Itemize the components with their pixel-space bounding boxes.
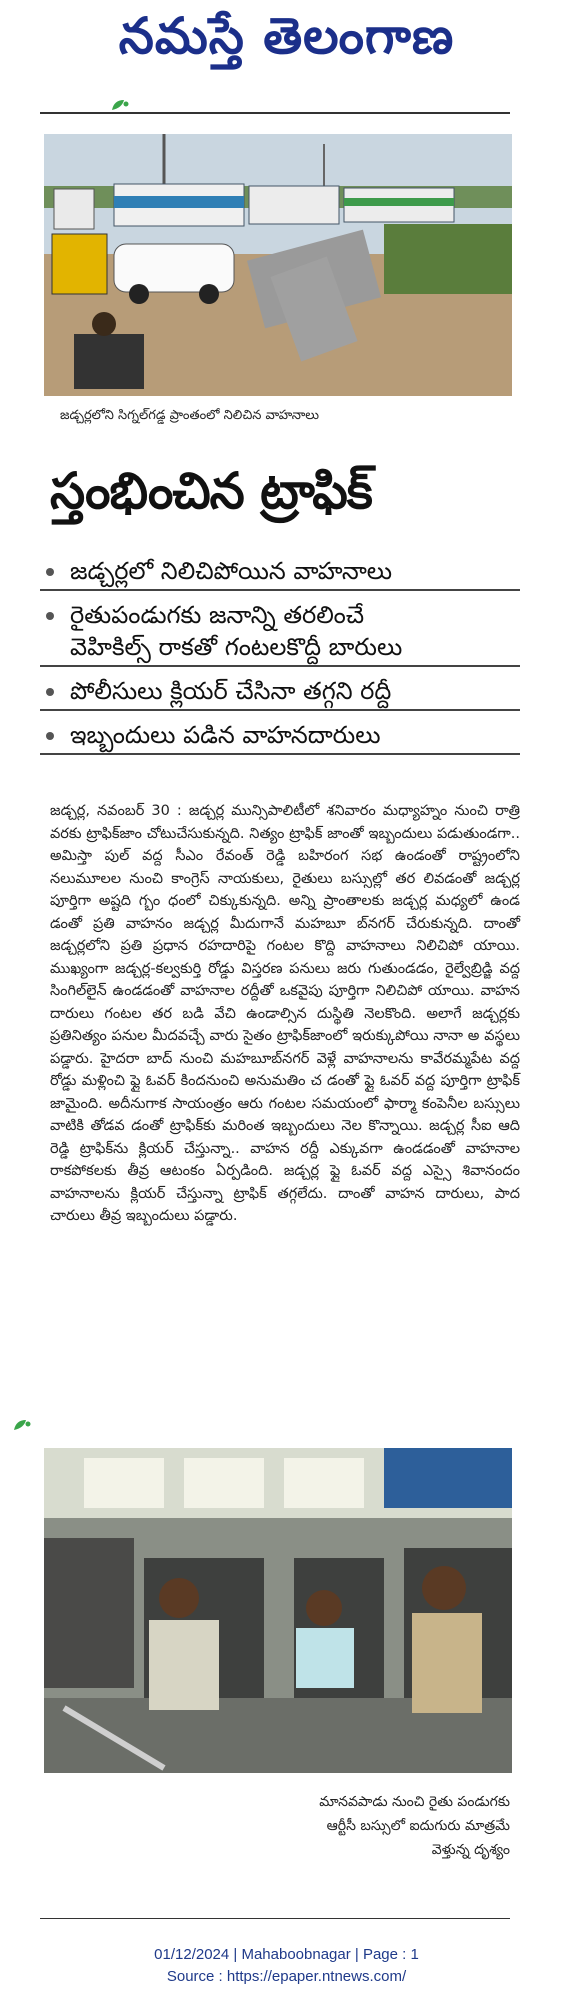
bottom-photo-caption: మానవపాడు నుంచి రైతు పండుగకు ఆర్టీసీ బస్సులో ఐదుగురు మాత్రమే వెళ్తున్న దృశ్యం: [319, 1794, 510, 1858]
bullet-icon: [46, 688, 54, 696]
bullet-icon: [46, 732, 54, 740]
newspaper-title: నమస్తే తెలంగాణ: [118, 6, 455, 65]
top-photo-caption: జడ్చర్లలోని సిగ్నల్‌గడ్డ ప్రాంతంలో నిలిచిన వాహనాలు: [60, 408, 320, 423]
highlight-item: పోలీసులు క్లియర్ చేసినా తగ్గని రద్దీ: [40, 675, 520, 711]
headline: స్తంభించిన ట్రాఫిక్: [50, 462, 372, 520]
source-link[interactable]: Source : https://epaper.ntnews.com/: [166, 1968, 407, 1985]
traffic-photo: [44, 134, 512, 396]
highlights-list: [40, 555, 520, 763]
masthead: [0, 0, 573, 95]
edition-info: 01/12/2024 | Mahaboobnagar | Page : 1: [154, 1946, 419, 1963]
top-divider: [40, 112, 510, 114]
highlight-item: జడ్చర్లలో నిలిచిపోయిన వాహనాలు: [40, 555, 520, 591]
bus-photo: [44, 1448, 512, 1773]
article-body: జడ్చర్ల, నవంబర్ 30 : జడ్చర్ల మున్సిపాలిటీలో శనివారం మధ్యాహ్నం నుంచి రాత్రి వరకు ట్రాఫిక్‌జాం చోటుచేసుకున్నది. నిత్యం ట్రాఫిక్ జాంతో ఇబ్బందులు పడుతుండగా.. అమిస్తా పుల్ వద్ద సీఎం రేవంత్ రెడ్డి బహిరంగ సభ ఉండంతో రాష్ట్రంలోని నలుమూలల నుంచి కాంగ్రెస్ నాయకులు, రైతులు బస్సుల్లో తర లివడంతో జడ్చర్ల పూర్తిగా అష్టది గ్బం ధంలో చిక్కుకున్నది. అన్ని ప్రాంతాలకు జడ్చర్ల మధ్యలో ఉండ డంతో ప్రతి వాహనం జడ్చర్ల మీదుగానే మహబూ బ్‌నగర్ చేరుకున్నది. దాంతో జడ్చర్లలోని ప్రతి ప్రధాన రహదారిపై గంటల కొద్ది వాహనాలు నిలిచిపో యాయి. ముఖ్యంగా జడ్చర్ల-కల్వకుర్తి రోడ్డు విస్తరణ పనులు జరు గుతుండడం, రైల్వేబ్రిడ్జి వద్ద సింగిల్‌లైన్ ఉండడంతో వాహనాల రద్దీతో ఒకవైపు పూర్తిగా నిలిచిపో యాయి. వాహన దారులు గంటల తర బడి వేచి ఉండాల్సిన దుస్థితి నెలకొంది. అలాగే జడ్చర్లకు ప్రతినిత్యం పనుల మీదవచ్చే వారు సైతం ట్రాఫిక్‌జాంలో ఇరుక్కుపోయి నానా అ వస్థలు పడ్డారు. హైదరా బాద్ నుంచి మహబూబ్‌నగర్ వెళ్లే వాహనాలను కావేరమ్మపేట వద్ద రోడ్డు మళ్లించి ఫ్లై ఓవర్ కిందనుంచి అనుమతిం చ డంతో ఫ్లై ఓవర్ వద్ద పూర్తిగా ట్రాఫిక్ జామైంది. అదీనుగాక సాయంత్రం ఆరు గంటల సమయంలో ఫార్మా కంపెనీల బస్సులు వాటికి తోడవ డంతో ట్రాఫిక్‌కు మరింత ఇబ్బందులు నెల కొన్నాయి. జడ్చర్ల సీఐ ఆది రెడ్డి ట్రాఫిక్‌ను క్లియర్ చేస్తున్నా.. వాహన రద్దీ ఎక్కువగా ఉండడంతో వాహనాల రాకపోకలకు తీవ్ర ఆటంకం ఏర్పడింది. జడ్చర్ల ఫ్లై ఓవర్ వద్ద ఎస్సై శివానందం వాహనాలను క్లియర్ చేస్తున్నా ట్రాఫిక్ తగ్గలేదు. దాంతో వాహన దారులు, పాద చారులు తీవ్ర ఇబ్బందులు పడ్డారు.: [50, 803, 520, 1224]
bullet-icon: [46, 568, 54, 576]
leaf-logo-icon: [12, 1418, 32, 1434]
bottom-divider: [40, 1918, 510, 1919]
highlight-item: రైతుపండుగకు జనాన్ని తరలించే వెహికిల్స్ రాకతో గంటలకొద్దీ బారులు: [40, 599, 520, 667]
bullet-icon: [46, 612, 54, 620]
highlight-item: ఇబ్బందులు పడిన వాహనదారులు: [40, 719, 520, 755]
